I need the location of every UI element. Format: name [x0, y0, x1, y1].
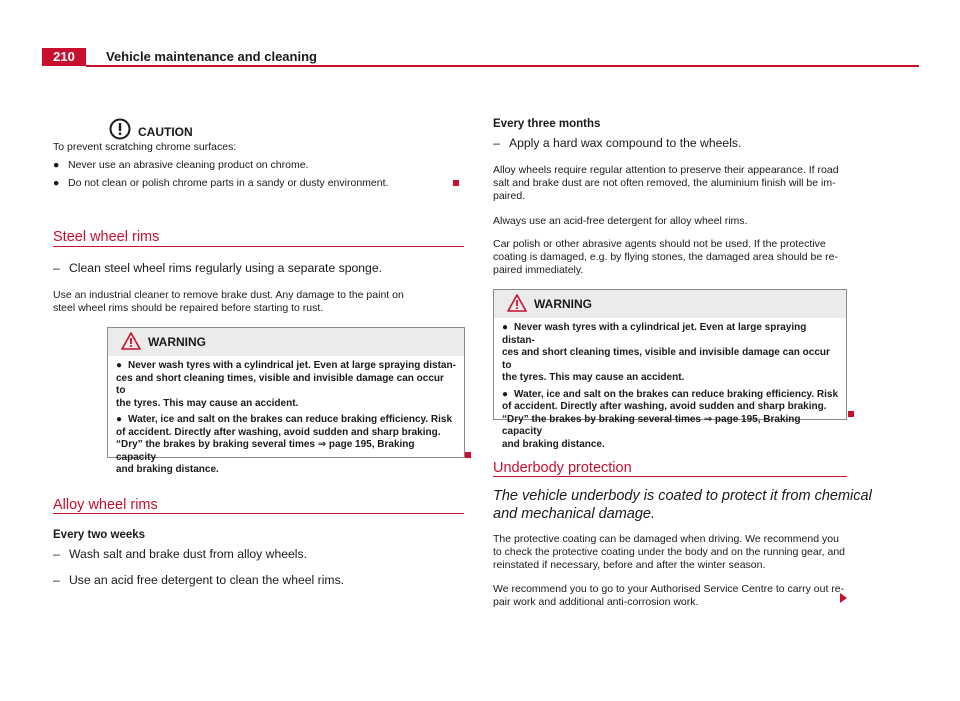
warning-box-steel	[107, 327, 465, 475]
text-line: “Dry” the brakes by braking several times ⇒ page 195, Braking capacity	[502, 413, 801, 437]
text-line: We recommend you to go to your Authorised Service Centre to carry out re-	[493, 583, 845, 595]
warning-triangle-icon	[121, 332, 141, 350]
text-line: of accident. Directly after washing, avoid sudden and sharp braking.	[116, 426, 441, 438]
warning-header	[494, 290, 846, 318]
warning-label: WARNING	[148, 335, 206, 349]
task-item: – Clean steel wheel rims regularly using a separate sponge.	[53, 261, 382, 275]
text-line: Water, ice and salt on the brakes can reduce braking efficiency. Risk	[514, 388, 839, 400]
text-line: coating is damaged, e.g. by flying stones, the damaged area should be re-	[493, 251, 838, 263]
text-line: Never wash tyres with a cylindrical jet. Even at large spraying distan-	[502, 322, 807, 346]
task-text: Apply a hard wax compound to the wheels.	[509, 136, 742, 150]
warning-header	[108, 328, 464, 356]
page-title: Vehicle maintenance and cleaning	[106, 49, 317, 64]
text-line: salt and brake dust are not often removed, the aluminium finish will be im-	[493, 177, 836, 189]
text-line: Alloy wheels require regular attention to preserve their appearance. If road	[493, 164, 839, 176]
warning-item: ● Water, ice and salt on the brakes can reduce braking efficiency. Risk of accident. Directly after washing, avoid sudden and sharp braking. “Dry” the brakes by braking several times ⇒ page 195, Braking capacity and braking distance.	[116, 414, 453, 475]
task-item: – Use an acid free detergent to clean the wheel rims.	[53, 573, 345, 587]
text-line: steel wheel rims should be repaired before starting to rust.	[53, 302, 324, 314]
text-line: Car polish or other abrasive agents should not be used. If the protective	[493, 238, 826, 250]
text-line: pair work and additional anti-corrosion work.	[493, 596, 699, 608]
warning-body	[494, 318, 846, 451]
warning-item: ● Water, ice and salt on the brakes can reduce braking efficiency. Risk of accident. Directly after washing, avoid sudden and sharp braking. “Dry” the brakes by braking several times ⇒ page 195, Braking capacity and braking distance.	[502, 388, 839, 450]
text-line: The vehicle underbody is coated to protect it from chemical	[493, 488, 872, 504]
underbody-paragraph-2	[493, 583, 844, 609]
text-line: ces and short cleaning times, visible and invisible damage can occur to	[502, 347, 830, 371]
task-item: – Wash salt and brake dust from alloy wheels.	[53, 547, 307, 561]
task-text: Clean steel wheel rims regularly using a separate sponge.	[69, 261, 382, 275]
section-end-marker	[848, 411, 854, 417]
task-text: Use an acid free detergent to clean the wheel rims.	[69, 573, 345, 587]
task-text: Wash salt and brake dust from alloy wheels.	[69, 547, 307, 561]
task-item: – Apply a hard wax compound to the wheels.	[493, 136, 742, 150]
section-rule	[493, 476, 847, 477]
text-line: reinstated if necessary, before and after the winter season.	[493, 559, 766, 571]
alloy-paragraph-1	[493, 164, 839, 203]
warning-label: WARNING	[534, 297, 592, 311]
text-line: Use an industrial cleaner to remove brake dust. Any damage to the paint on	[53, 289, 404, 301]
underbody-paragraph-1	[493, 533, 845, 572]
text-line: ces and short cleaning times, visible and invisible damage can occur to	[116, 372, 444, 396]
section-title-steel-rims: Steel wheel rims	[53, 229, 160, 245]
every-two-weeks-heading: Every two weeks	[53, 529, 146, 541]
alloy-paragraph-3	[493, 238, 838, 277]
steel-rims-paragraph	[53, 289, 404, 315]
text-line: Water, ice and salt on the brakes can reduce braking efficiency. Risk	[128, 414, 453, 425]
text-line: Never wash tyres with a cylindrical jet. Even at large spraying distan-	[128, 360, 456, 371]
warning-body	[108, 356, 464, 477]
text-line: and mechanical damage.	[493, 506, 656, 522]
caution-item-text: Never use an abrasive cleaning product on chrome.	[68, 159, 309, 171]
caution-intro: To prevent scratching chrome surfaces:	[53, 141, 237, 153]
section-title-underbody: Underbody protection	[493, 460, 632, 476]
alloy-paragraph-2: Always use an acid-free detergent for alloy wheel rims.	[493, 215, 748, 227]
header-rule	[86, 65, 919, 67]
every-three-months-heading: Every three months	[493, 118, 601, 130]
section-title-alloy-rims: Alloy wheel rims	[53, 497, 158, 513]
caution-item: ● Do not clean or polish chrome parts in a sandy or dusty environment.	[53, 177, 389, 189]
caution-item-text: Do not clean or polish chrome parts in a sandy or dusty environment.	[68, 177, 389, 189]
text-line: paired.	[493, 190, 526, 202]
text-line: to check the protective coating under the body and on the running gear, and	[493, 546, 846, 558]
text-line: and braking distance.	[116, 464, 219, 475]
section-rule	[53, 246, 464, 247]
warning-item: ● Never wash tyres with a cylindrical jet. Even at large spraying distan- ces and short cleaning times, visible and invisible damage can occur to the tyres. This may cause an accident.	[116, 360, 456, 409]
underbody-lead	[493, 487, 872, 523]
page-number: 210	[42, 48, 86, 66]
caution-label: CAUTION	[138, 125, 193, 139]
warning-item: ● Never wash tyres with a cylindrical jet. Even at large spraying distan- ces and short cleaning times, visible and invisible damage can occur to the tyres. This may cause an accident.	[502, 322, 830, 383]
text-line: of accident. Directly after washing, avoid sudden and sharp braking.	[502, 401, 827, 412]
section-end-marker	[465, 452, 471, 458]
text-line: and braking distance.	[502, 438, 605, 450]
warning-box-alloy	[493, 289, 847, 450]
text-line: the tyres. This may cause an accident.	[502, 372, 685, 383]
text-line: paired immediately.	[493, 264, 584, 276]
continue-arrow-icon	[840, 593, 847, 603]
text-line: the tyres. This may cause an accident.	[116, 397, 299, 409]
text-line: The protective coating can be damaged when driving. We recommend you	[493, 533, 839, 545]
section-rule	[53, 513, 464, 514]
section-end-marker	[453, 180, 459, 186]
warning-triangle-icon	[507, 294, 527, 312]
caution-item: ● Never use an abrasive cleaning product on chrome.	[53, 159, 309, 171]
text-line: “Dry” the brakes by braking several times ⇒ page 195, Braking capacity	[116, 439, 415, 463]
